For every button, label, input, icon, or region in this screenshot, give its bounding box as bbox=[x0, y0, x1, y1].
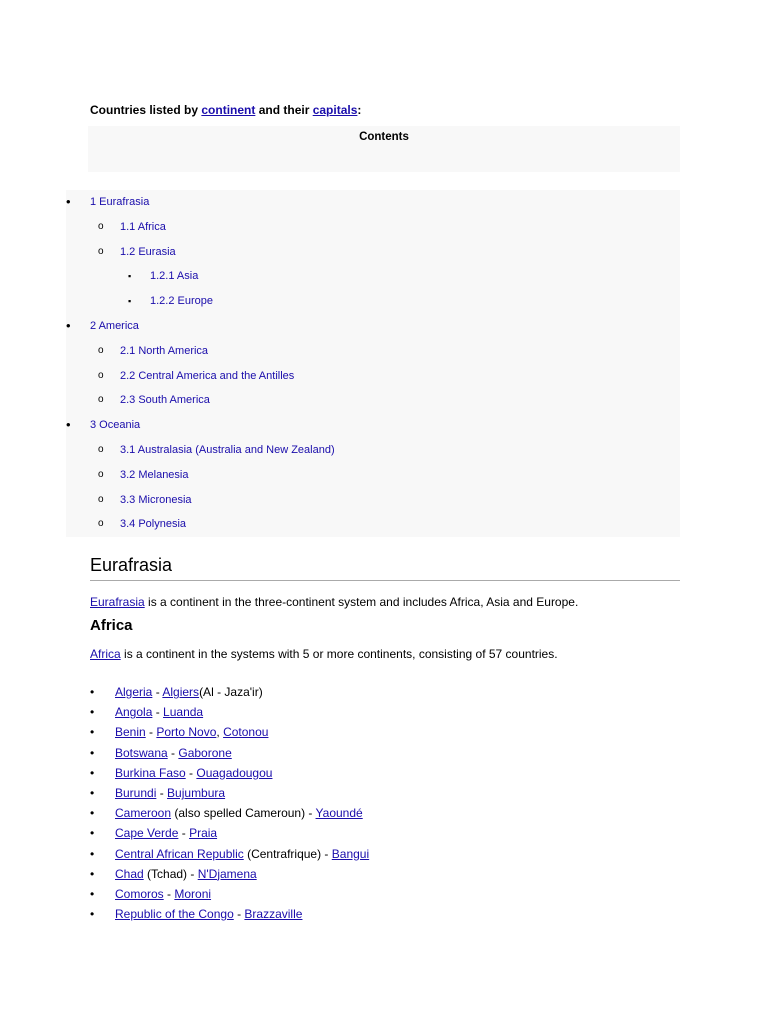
list-text: - bbox=[156, 785, 168, 800]
eurafrasia-link[interactable]: Eurafrasia bbox=[90, 595, 145, 609]
toc-item[interactable] bbox=[66, 215, 680, 240]
bullet-icon: o bbox=[98, 220, 104, 232]
list-text: - bbox=[152, 685, 163, 699]
country-link[interactable]: Yaoundé bbox=[315, 806, 363, 821]
bullet-icon: ▪ bbox=[128, 271, 132, 282]
toc-item[interactable] bbox=[66, 438, 680, 463]
toc-item[interactable] bbox=[66, 364, 680, 389]
toc-link[interactable]: 3 Oceania bbox=[90, 419, 141, 432]
toc-link[interactable]: 1.2 Eurasia bbox=[120, 245, 176, 258]
toc-link[interactable]: 3.2 Melanesia bbox=[120, 468, 189, 481]
toc-link[interactable]: 1.2.1 Asia bbox=[150, 270, 199, 283]
toc-link[interactable]: 2.1 North America bbox=[120, 344, 209, 357]
toc-link[interactable]: 3.4 Polynesia bbox=[120, 518, 187, 531]
list-text: (Centrafrique) - bbox=[243, 846, 332, 861]
list-text: - bbox=[152, 705, 164, 720]
bullet-icon: o bbox=[98, 369, 104, 381]
country-link[interactable]: Moroni bbox=[174, 886, 212, 901]
list-text: - bbox=[145, 725, 157, 740]
list-item bbox=[90, 682, 369, 702]
toc-link[interactable]: 2 America bbox=[90, 319, 139, 332]
bullet-icon: o bbox=[98, 394, 104, 406]
country-link[interactable]: Algiers bbox=[162, 685, 200, 699]
list-item bbox=[90, 722, 369, 742]
toc-item[interactable] bbox=[66, 289, 680, 314]
list-item bbox=[90, 743, 369, 763]
bullet-icon: • bbox=[66, 417, 71, 433]
toc-item[interactable] bbox=[66, 388, 680, 413]
bullet-icon: • bbox=[90, 685, 95, 699]
bullet-icon: • bbox=[90, 866, 95, 881]
capitals-link[interactable]: capitals bbox=[312, 103, 358, 117]
list-item bbox=[90, 904, 369, 924]
country-link[interactable]: Comoros bbox=[115, 886, 164, 901]
bullet-icon: • bbox=[90, 907, 95, 922]
country-link[interactable]: Angola bbox=[115, 705, 153, 720]
bullet-icon: • bbox=[90, 725, 95, 740]
list-text: - bbox=[163, 886, 175, 901]
bullet-icon: • bbox=[90, 765, 95, 780]
country-link[interactable]: Bangui bbox=[331, 846, 370, 861]
list-item bbox=[90, 803, 369, 823]
list-text: - bbox=[167, 745, 179, 760]
country-link[interactable]: Botswana bbox=[115, 745, 168, 760]
country-link[interactable]: Ouagadougou bbox=[196, 765, 273, 780]
eurafrasia-paragraph bbox=[90, 595, 578, 609]
bullet-icon: • bbox=[66, 194, 71, 209]
list-text: - bbox=[185, 765, 197, 780]
bullet-icon: • bbox=[90, 806, 95, 821]
intro-middle: and their bbox=[255, 103, 313, 117]
bullet-icon: o bbox=[98, 468, 104, 480]
contents-box bbox=[88, 126, 680, 172]
toc-item[interactable] bbox=[66, 413, 680, 438]
bullet-icon: o bbox=[98, 493, 104, 505]
bullet-icon: • bbox=[66, 317, 71, 333]
toc-item[interactable] bbox=[66, 463, 680, 488]
list-item bbox=[90, 884, 369, 904]
africa-link[interactable]: Africa bbox=[90, 647, 121, 661]
list-text: , bbox=[216, 725, 224, 740]
country-link[interactable]: Bujumbura bbox=[167, 785, 226, 800]
list-text: (Al - Jaza'ir) bbox=[199, 685, 263, 699]
country-link[interactable]: Luanda bbox=[163, 705, 204, 720]
country-link[interactable]: Brazzaville bbox=[244, 907, 303, 922]
toc-link[interactable]: 3.3 Micronesia bbox=[120, 493, 192, 506]
bullet-icon: o bbox=[98, 344, 104, 356]
toc-item[interactable] bbox=[66, 190, 680, 215]
country-link[interactable]: Algeria bbox=[115, 685, 153, 699]
list-item bbox=[90, 844, 369, 864]
country-link[interactable]: Praia bbox=[189, 826, 218, 841]
toc-item[interactable] bbox=[66, 488, 680, 513]
country-link[interactable]: Republic of the Congo bbox=[115, 907, 234, 922]
country-link[interactable]: Gaborone bbox=[178, 745, 232, 760]
toc-item[interactable] bbox=[66, 264, 680, 289]
list-text: (also spelled Cameroun) - bbox=[171, 806, 316, 821]
country-link[interactable]: Porto Novo bbox=[156, 725, 217, 740]
list-text: - bbox=[178, 826, 190, 841]
table-of-contents bbox=[66, 190, 680, 537]
eurafrasia-text: is a continent in the three-continent system and includes Africa, Asia and Europe. bbox=[144, 595, 579, 609]
country-link[interactable]: Cotonou bbox=[223, 725, 269, 740]
country-link[interactable]: Burundi bbox=[115, 785, 157, 800]
country-link[interactable]: Cameroon bbox=[115, 806, 172, 821]
toc-link[interactable]: 2.2 Central America and the Antilles bbox=[120, 369, 295, 382]
bullet-icon: • bbox=[90, 826, 95, 841]
toc-link[interactable]: 1 Eurafrasia bbox=[90, 196, 150, 208]
country-link[interactable]: Burkina Faso bbox=[115, 765, 186, 780]
bullet-icon: • bbox=[90, 745, 95, 760]
bullet-icon: • bbox=[90, 846, 95, 861]
africa-paragraph bbox=[90, 647, 558, 661]
country-link[interactable]: Central African Republic bbox=[115, 846, 244, 861]
list-text: - bbox=[233, 907, 245, 922]
bullet-icon: o bbox=[98, 443, 104, 455]
list-item bbox=[90, 763, 369, 783]
africa-text: is a continent in the systems with 5 or more continents, consisting of 57 countries. bbox=[120, 647, 558, 661]
toc-item[interactable] bbox=[66, 512, 680, 537]
country-link[interactable]: Chad bbox=[115, 866, 144, 881]
toc-item[interactable] bbox=[66, 240, 680, 265]
toc-link[interactable]: 2.3 South America bbox=[120, 394, 210, 407]
country-link[interactable]: N'Djamena bbox=[197, 866, 257, 881]
section-title-eurafrasia: Eurafrasia bbox=[90, 555, 680, 581]
toc-link[interactable]: 1.2.2 Europe bbox=[150, 295, 213, 308]
country-link[interactable]: Benin bbox=[115, 725, 146, 740]
toc-link[interactable]: 1.1 Africa bbox=[120, 220, 166, 233]
intro-heading bbox=[90, 103, 361, 117]
list-item bbox=[90, 702, 369, 722]
contents-title: Contents bbox=[359, 131, 409, 143]
toc-item[interactable] bbox=[66, 339, 680, 364]
bullet-icon: • bbox=[90, 886, 95, 901]
toc-link[interactable]: 3.1 Australasia (Australia and New Zealand) bbox=[120, 443, 335, 456]
list-text: (Tchad) - bbox=[143, 866, 198, 881]
list-item bbox=[90, 783, 369, 803]
bullet-icon: • bbox=[90, 785, 95, 800]
bullet-icon: ▪ bbox=[128, 296, 132, 307]
intro-prefix: Countries listed by bbox=[90, 103, 202, 117]
toc-item[interactable] bbox=[66, 314, 680, 339]
list-item bbox=[90, 823, 369, 843]
country-list bbox=[90, 682, 369, 924]
bullet-icon: o bbox=[98, 245, 104, 257]
bullet-icon: • bbox=[90, 705, 95, 720]
intro-suffix: : bbox=[357, 103, 362, 117]
bullet-icon: o bbox=[98, 518, 104, 530]
subsection-title-africa: Africa bbox=[90, 617, 133, 634]
list-item bbox=[90, 864, 369, 884]
continent-link[interactable]: continent bbox=[201, 103, 256, 117]
country-link[interactable]: Cape Verde bbox=[115, 826, 179, 841]
